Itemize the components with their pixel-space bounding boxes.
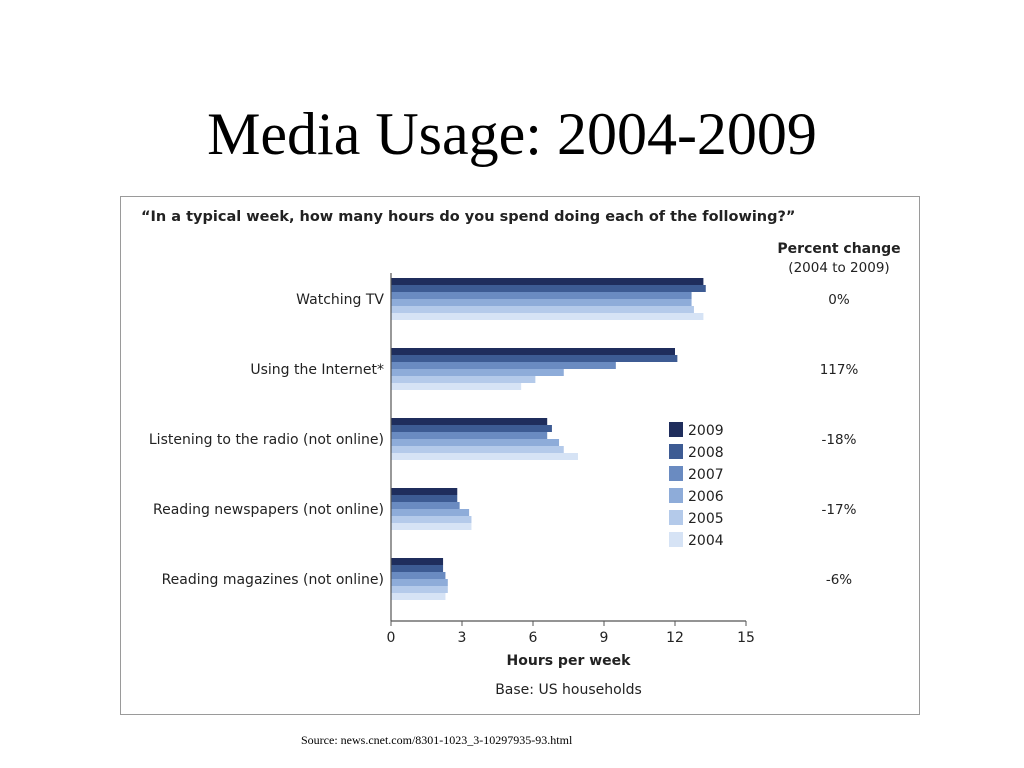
bar-5-2007: [391, 572, 445, 579]
bars-group: [391, 278, 706, 600]
legend-group: [669, 422, 724, 549]
bar-1-2007: [391, 292, 692, 299]
category-label-5: Reading magazines (not online): [161, 572, 384, 588]
bar-2-2006: [391, 369, 564, 376]
bar-3-2009: [391, 418, 547, 425]
legend-swatch-2004: [669, 532, 683, 547]
bar-3-2004: [391, 453, 578, 460]
percent-change-value-5: -6%: [825, 572, 853, 588]
bar-4-2009: [391, 488, 457, 495]
x-tick-label-6: 6: [528, 630, 538, 646]
bar-1-2006: [391, 299, 692, 306]
bar-4-2004: [391, 523, 471, 530]
percent-change-header: Percent change: [777, 241, 901, 257]
bar-5-2009: [391, 558, 443, 565]
bar-1-2009: [391, 278, 703, 285]
legend-label-2008: 2008: [688, 445, 724, 461]
bar-4-2008: [391, 495, 457, 502]
bar-4-2006: [391, 509, 469, 516]
category-label-1: Watching TV: [296, 292, 384, 308]
x-tick-label-9: 9: [599, 630, 609, 646]
bar-2-2004: [391, 383, 521, 390]
bar-5-2005: [391, 586, 448, 593]
chart-frame: [120, 196, 920, 715]
bar-5-2008: [391, 565, 443, 572]
percent-change-value-4: -17%: [821, 502, 857, 518]
bar-2-2007: [391, 362, 616, 369]
chart-question-title: “In a typical week, how many hours do you spend doing each of the following?”: [141, 209, 796, 225]
percent-change-value-2: 117%: [819, 362, 859, 378]
base-note: Base: US households: [495, 682, 642, 698]
legend-label-2005: 2005: [688, 511, 724, 527]
x-tick-label-12: 12: [666, 630, 684, 646]
percent-change-subheader: (2004 to 2009): [788, 260, 890, 276]
bar-3-2005: [391, 446, 564, 453]
percent-change-value-3: -18%: [821, 432, 857, 448]
legend-label-2006: 2006: [688, 489, 724, 505]
category-label-3: Listening to the radio (not online): [148, 432, 384, 448]
legend-swatch-2005: [669, 510, 683, 525]
bar-1-2005: [391, 306, 694, 313]
bar-3-2008: [391, 425, 552, 432]
legend-swatch-2006: [669, 488, 683, 503]
slide-title: Media Usage: 2004-2009: [207, 101, 817, 167]
source-note: Source: news.cnet.com/8301-1023_3-10297935-93.html: [301, 733, 573, 747]
bar-2-2005: [391, 376, 535, 383]
x-axis-label: Hours per week: [506, 653, 631, 669]
x-tick-label-3: 3: [457, 630, 467, 646]
legend-label-2009: 2009: [688, 423, 724, 439]
bar-3-2007: [391, 432, 547, 439]
media-usage-chart: [121, 197, 919, 714]
bar-1-2008: [391, 285, 706, 292]
x-tick-label-15: 15: [737, 630, 755, 646]
category-label-4: Reading newspapers (not online): [153, 502, 384, 518]
legend-label-2004: 2004: [688, 533, 724, 549]
bar-5-2004: [391, 593, 445, 600]
legend-swatch-2008: [669, 444, 683, 459]
legend-label-2007: 2007: [688, 467, 724, 483]
percent-change-value-1: 0%: [828, 292, 850, 308]
bar-2-2009: [391, 348, 675, 355]
category-label-2: Using the Internet*: [250, 362, 384, 378]
bar-5-2006: [391, 579, 448, 586]
legend-swatch-2009: [669, 422, 683, 437]
bar-4-2005: [391, 516, 471, 523]
x-tick-label-0: 0: [386, 630, 396, 646]
bar-4-2007: [391, 502, 460, 509]
bar-1-2004: [391, 313, 703, 320]
bar-2-2008: [391, 355, 677, 362]
legend-swatch-2007: [669, 466, 683, 481]
bar-3-2006: [391, 439, 559, 446]
